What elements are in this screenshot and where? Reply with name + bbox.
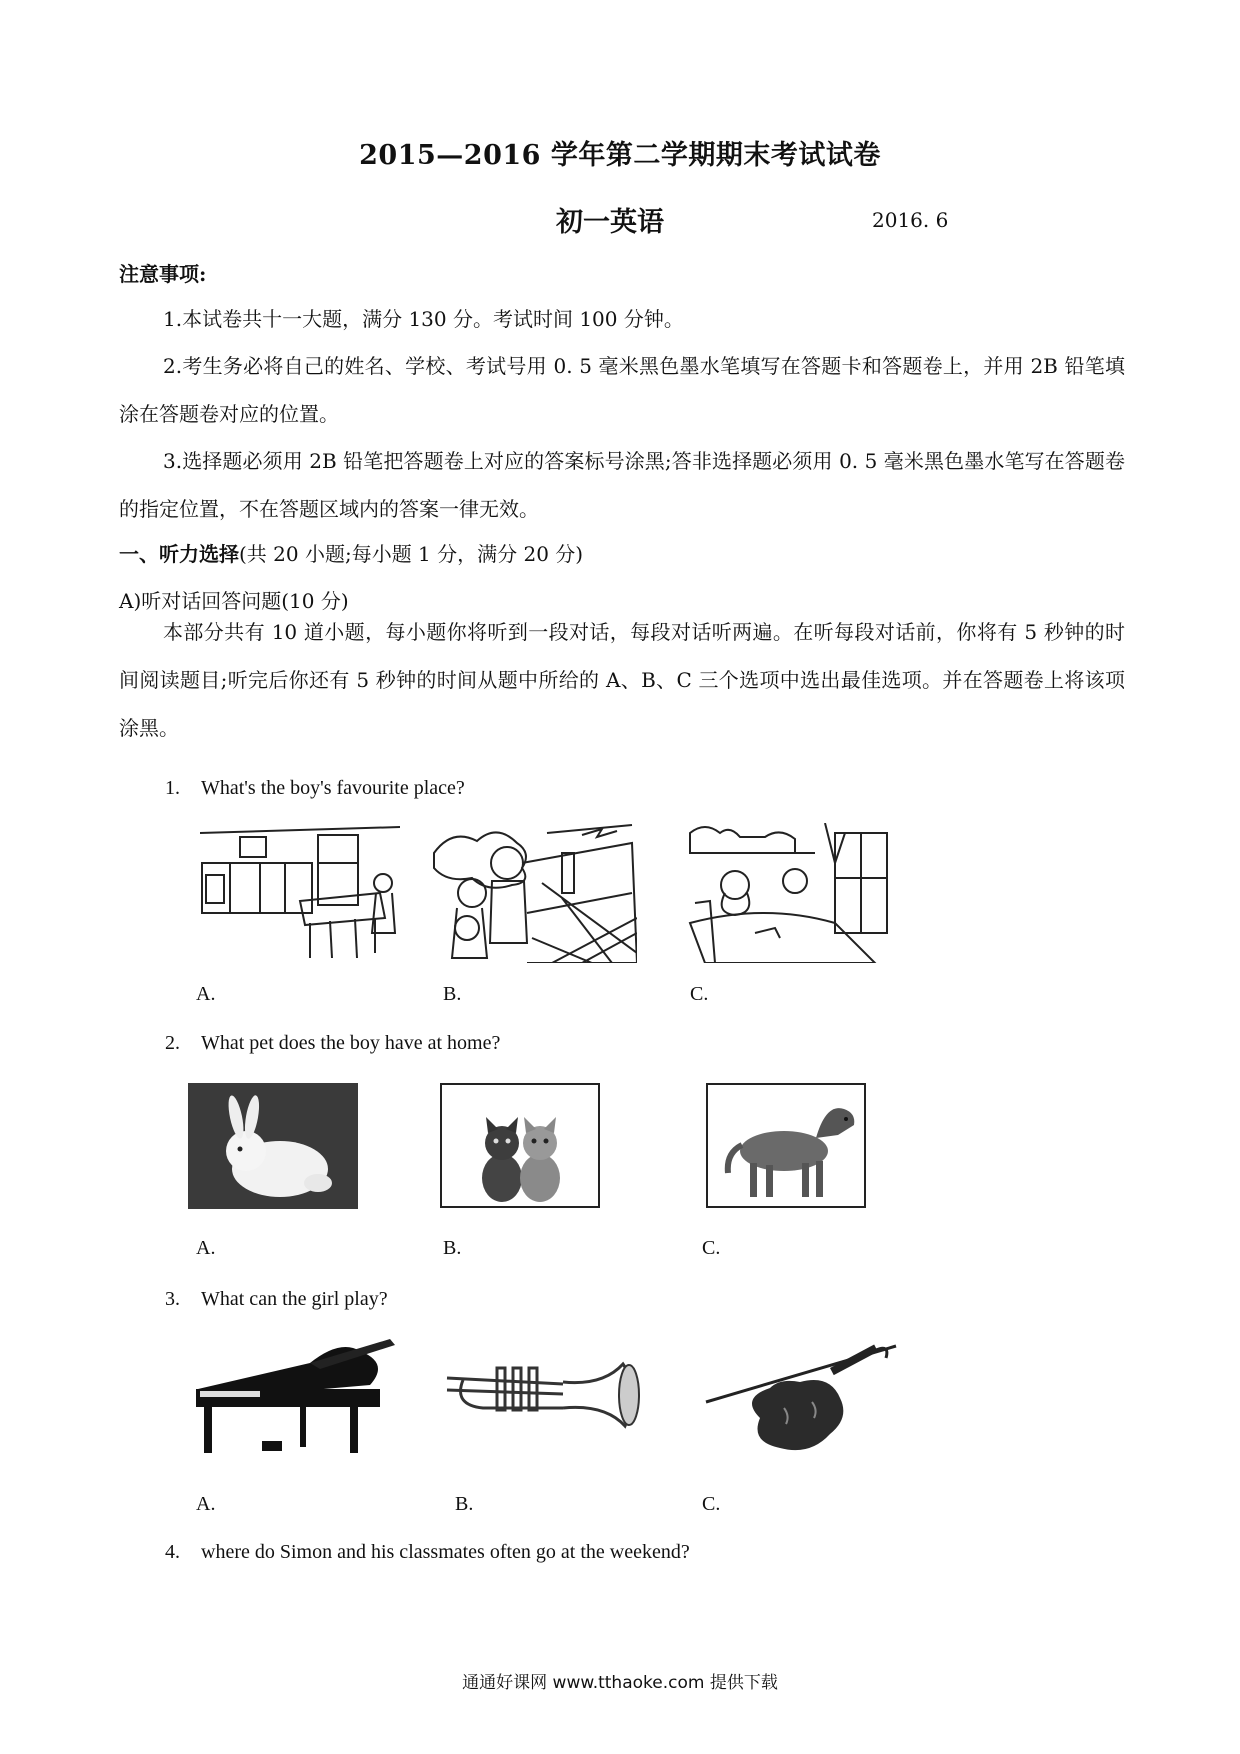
question-3-option-a[interactable]: A. — [196, 1493, 216, 1515]
question-4-number: 4. — [165, 1541, 180, 1563]
question-1-text: What's the boy's favourite place? — [201, 777, 465, 799]
question-1-option-b[interactable]: B. — [443, 983, 462, 1005]
question-2-option-a[interactable]: A. — [196, 1237, 216, 1259]
part-a-heading: A)听对话回答问题(10 分) — [119, 589, 349, 613]
section-instructions: 本部分共有 10 道小题，每小题你将听到一段对话，每段对话听两遍。在听每段对话前，你将有 5 秒钟的时间阅读题目;听完后你还有 5 秒钟的时间从题中所给的 A、B、C 三个选项中选出最佳选项。并在答题卷上将该项涂黑。 — [119, 620, 1125, 740]
question-1-option-c[interactable]: C. — [690, 983, 709, 1005]
rabbit-picture[interactable] — [188, 1083, 358, 1209]
violin-picture[interactable] — [700, 1338, 900, 1458]
dog-picture[interactable] — [706, 1083, 866, 1208]
question-3-option-c[interactable]: C. — [702, 1493, 721, 1515]
question-1-option-a[interactable]: A. — [196, 983, 216, 1005]
section-note: (共 20 小题;每小题 1 分，满分 20 分) — [239, 542, 584, 566]
bedroom-picture[interactable] — [685, 823, 890, 963]
section-title: 一、听力选择 — [119, 542, 239, 566]
kittens-picture[interactable] — [440, 1083, 600, 1208]
question-3-text: What can the girl play? — [201, 1288, 388, 1310]
note-item-2: 2.考生务必将自己的姓名、学校、考试号用 0. 5 毫米黑色墨水笔填写在答题卡和答题卷上，并用 2B 铅笔填涂在答题卷对应的位置。 — [119, 354, 1125, 426]
question-2-option-c[interactable]: C. — [702, 1237, 721, 1259]
question-2-option-b[interactable]: B. — [443, 1237, 462, 1259]
question-3-option-b[interactable]: B. — [455, 1493, 474, 1515]
question-3-number: 3. — [165, 1288, 180, 1310]
exam-title: 2015—2016 学年第二学期期末考试试卷 — [359, 140, 881, 171]
section-heading — [119, 538, 583, 567]
question-2-number: 2. — [165, 1032, 180, 1054]
question-1-number: 1. — [165, 777, 180, 799]
trumpet-picture[interactable] — [443, 1350, 643, 1440]
notes-heading: 注意事项: — [119, 262, 207, 286]
question-2-text: What pet does the boy have at home? — [201, 1032, 501, 1054]
question-4-text: where do Simon and his classmates often go at the weekend? — [201, 1541, 690, 1563]
exam-date: 2016. 6 — [872, 208, 949, 232]
note-item-3: 3.选择题必须用 2B 铅笔把答题卷上对应的答案标号涂黑;答非选择题必须用 0. 5 毫米黑色墨水笔写在答题卷的指定位置，不在答题区域内的答案一律无效。 — [119, 449, 1125, 521]
note-item-1: 1.本试卷共十一大题，满分 130 分。考试时间 100 分钟。 — [163, 307, 684, 331]
subject-title: 初一英语 — [556, 207, 664, 238]
page-footer: 通通好课网 www.tthaoke.com 提供下载 — [462, 1673, 778, 1693]
piano-picture[interactable] — [190, 1333, 400, 1458]
kitchen-picture[interactable] — [200, 823, 400, 963]
park-picture[interactable] — [432, 823, 637, 963]
